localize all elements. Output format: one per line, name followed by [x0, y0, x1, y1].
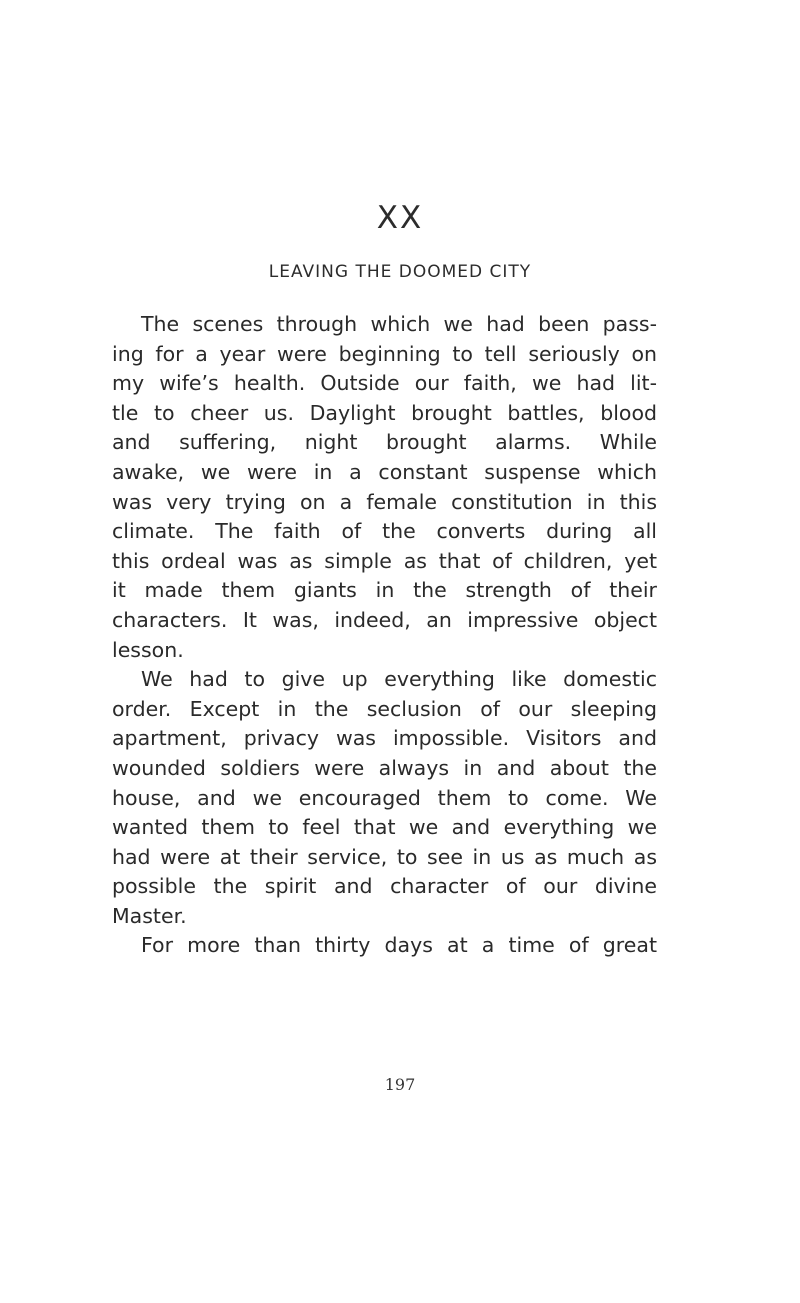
text-line: lesson. — [112, 637, 184, 662]
text-line: this ordeal was as simple as that of children, yet — [112, 548, 657, 573]
body-text — [112, 310, 657, 961]
text-line: possible the spirit and character of our divine — [112, 874, 657, 899]
text-line: We had to give up everything like domestic — [141, 667, 657, 692]
chapter-number: XX — [376, 200, 424, 236]
text-line: For more than thirty days at a time of great — [141, 933, 657, 958]
text-line: it made them giants in the strength of their — [112, 578, 657, 603]
text-line: my wife’s health. Outside our faith, we had lit- — [112, 371, 657, 396]
text-line: tle to cheer us. Daylight brought battles, blood — [112, 400, 657, 425]
text-line: was very trying on a female constitution in this — [112, 489, 657, 514]
page-number: 197 — [384, 1075, 416, 1094]
text-line: and suffering, night brought alarms. While — [112, 430, 657, 455]
text-line: The scenes through which we had been pass- — [141, 312, 657, 336]
text-line: wounded soldiers were always in and about the — [112, 755, 657, 780]
text-line: climate. The faith of the converts during all — [112, 519, 657, 544]
text-line: ing for a year were beginning to tell seriously on — [112, 341, 657, 366]
text-line: order. Except in the seclusion of our sleeping — [112, 696, 657, 721]
chapter-title: LEAVING THE DOOMED CITY — [268, 262, 532, 282]
text-line: house, and we encouraged them to come. We — [112, 785, 657, 810]
text-line: wanted them to feel that we and everything we — [112, 815, 657, 840]
text-line: characters. It was, indeed, an impressive object — [112, 607, 657, 632]
text-line: had were at their service, to see in us as much as — [112, 844, 657, 869]
text-line: Master. — [112, 903, 187, 928]
text-line: apartment, privacy was impossible. Visitors and — [112, 726, 657, 751]
text-line: awake, we were in a constant suspense which — [112, 459, 657, 484]
